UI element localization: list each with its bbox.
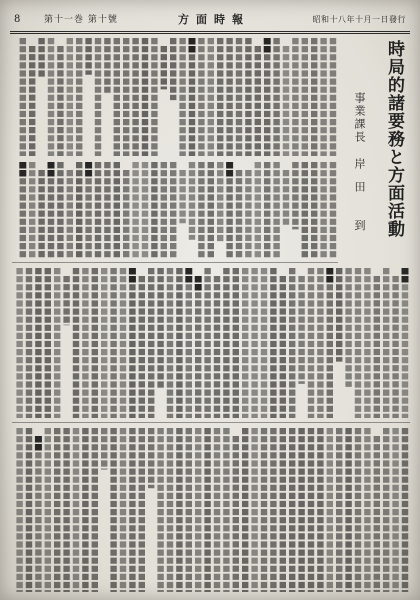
tier-divider: [12, 422, 410, 423]
author-name: 岸田 到: [353, 158, 366, 243]
byline: [352, 92, 366, 252]
publication-name: 方面時報: [178, 13, 250, 26]
volume-issue: 第十一巻 第十號: [44, 15, 118, 25]
article-title: 時局的諸要務と方面活動: [384, 40, 404, 238]
issue-date: 昭和十八年十月一日發行: [312, 15, 406, 24]
tier-divider: [12, 262, 338, 263]
author-title: 事業課長: [353, 92, 366, 144]
page-number: 8: [14, 14, 21, 25]
